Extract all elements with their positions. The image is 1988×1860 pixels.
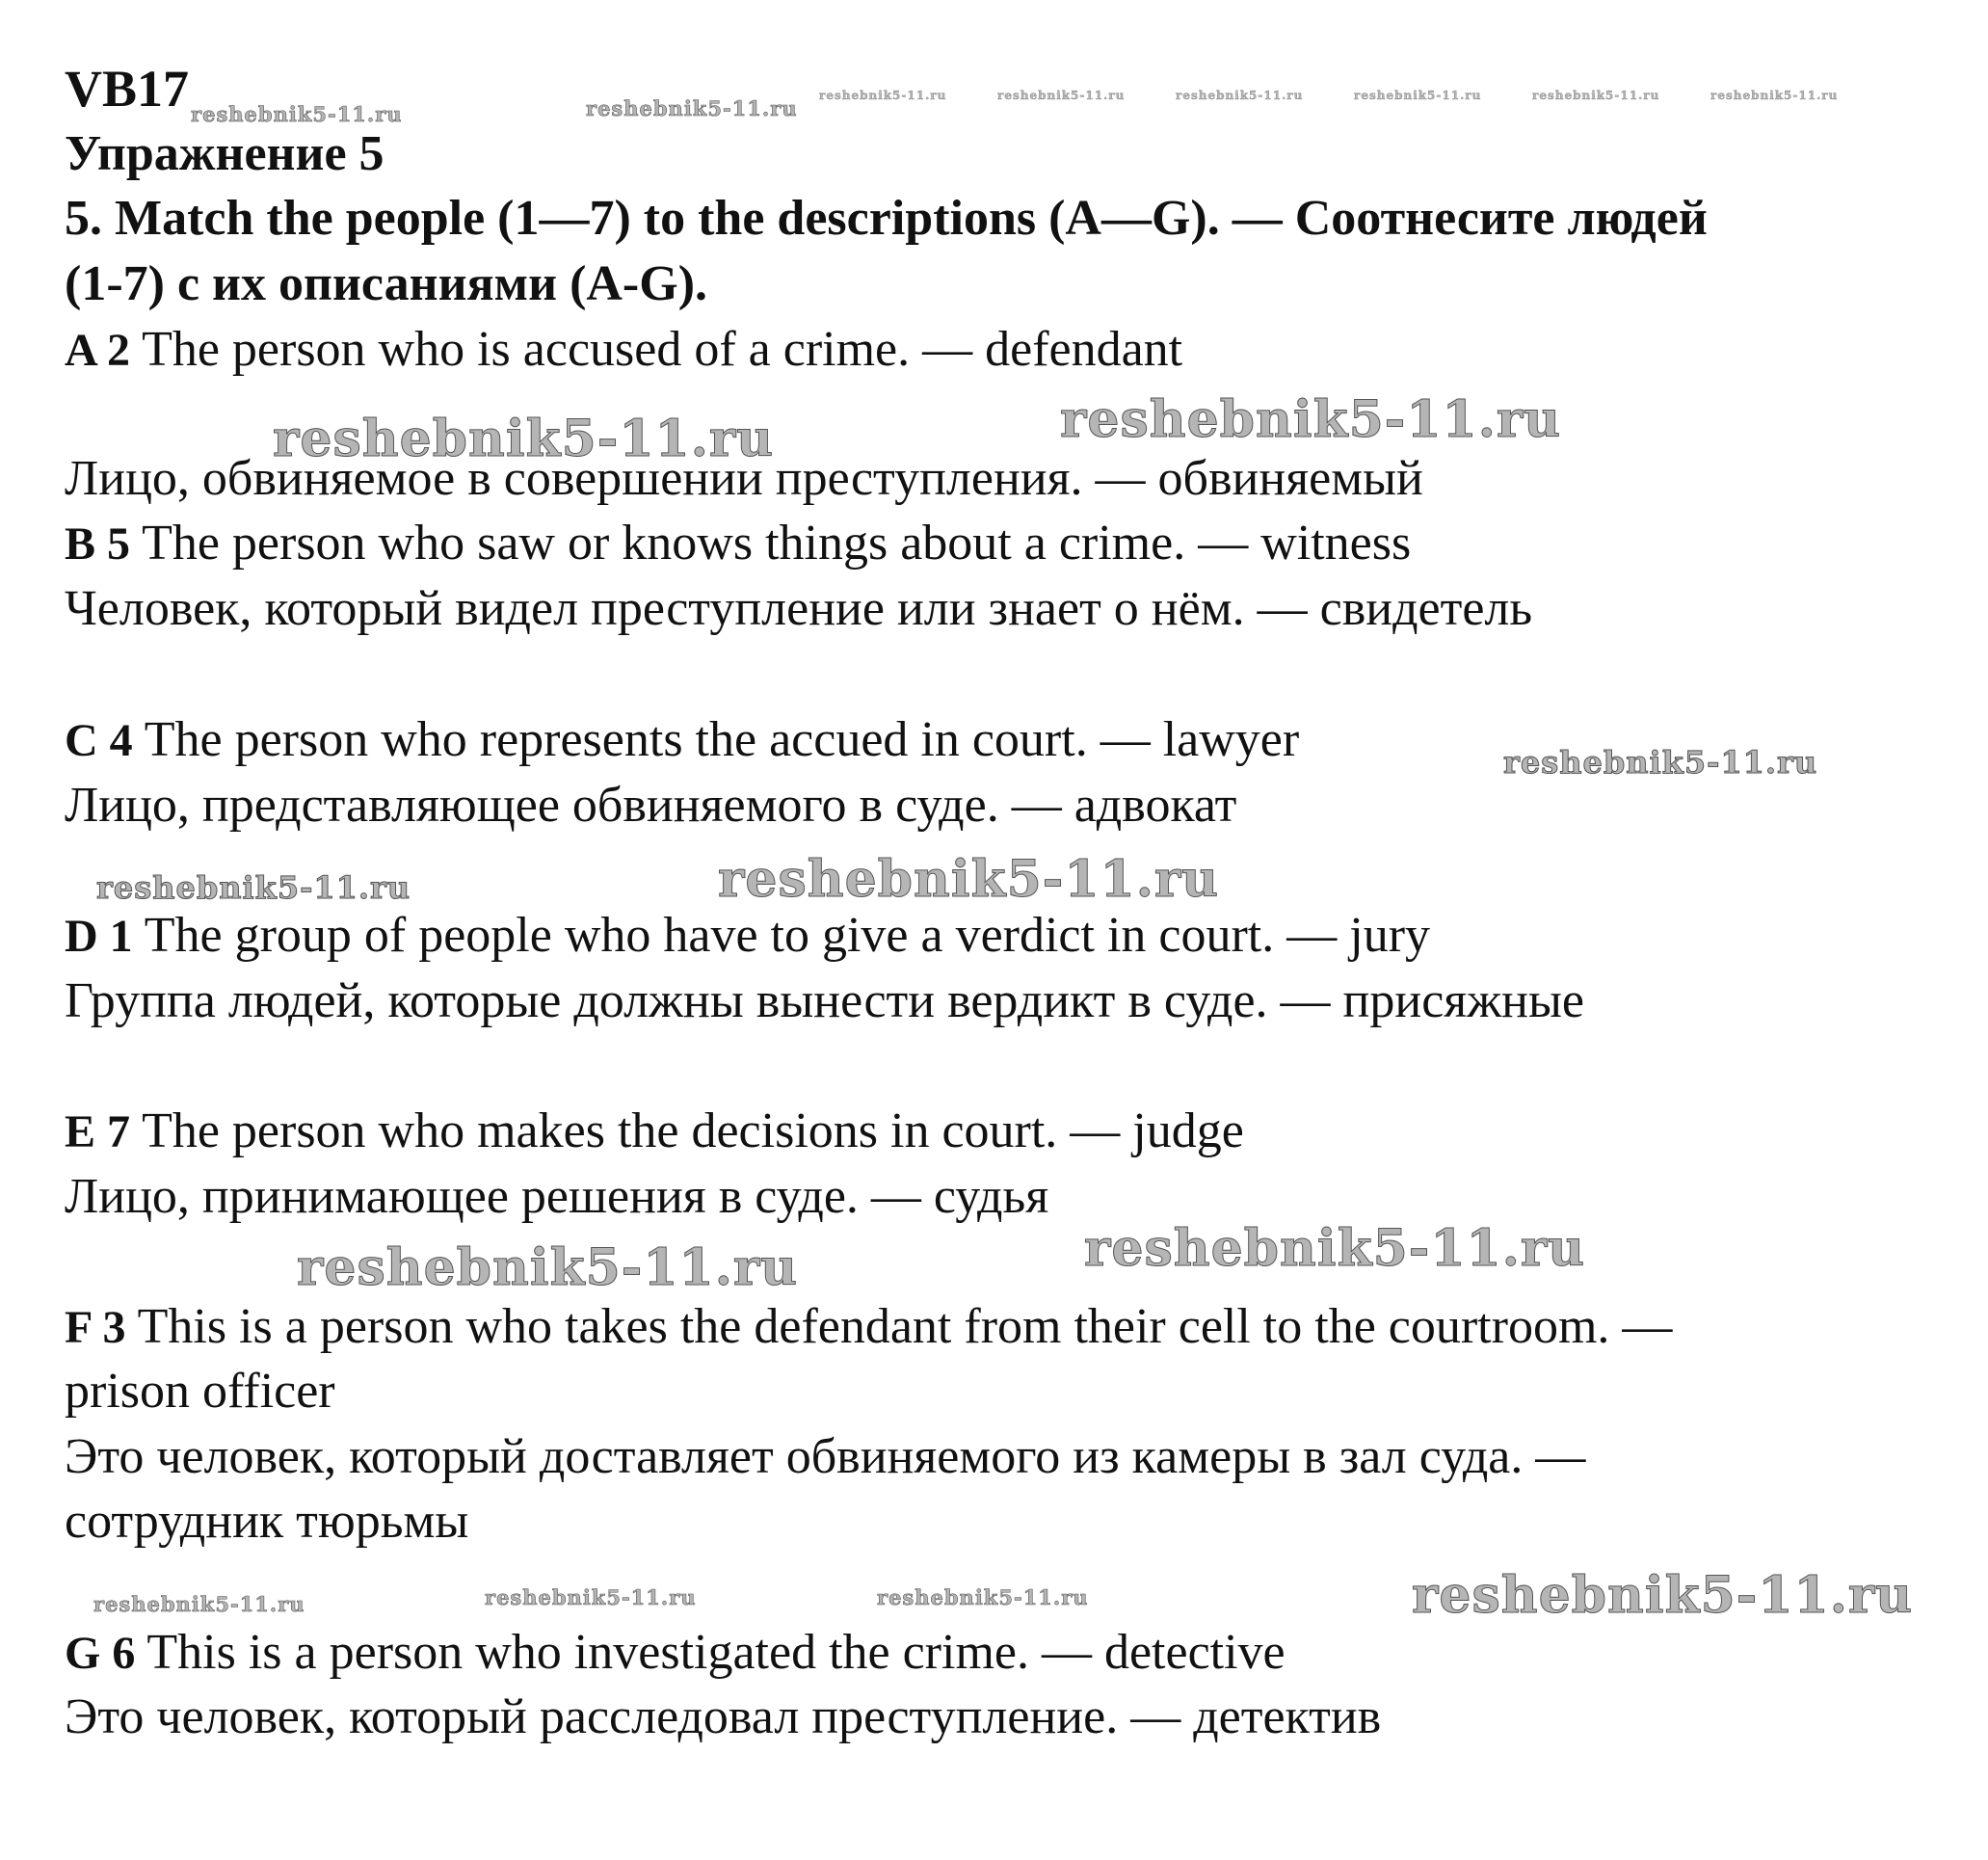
watermark: reshebnik5-11.ru <box>997 89 1126 102</box>
item-c-ru: Лицо, представляющее обвиняемого в суде. — адвокат <box>65 778 1237 833</box>
item-f-en: F 3 This is a person who takes the defendant from their cell to the courtroom. — <box>65 1299 1673 1354</box>
watermark: reshebnik5-11.ru <box>1503 744 1818 781</box>
watermark: reshebnik5-11.ru <box>1176 89 1304 102</box>
watermark: reshebnik5-11.ru <box>297 1238 799 1297</box>
item-f-ru: Это человек, который доставляет обвиняемого из камеры в зал суда. — <box>65 1429 1586 1484</box>
watermark: reshebnik5-11.ru <box>586 96 798 120</box>
item-b-en: B 5 The person who saw or knows things about a crime. — witness <box>65 516 1412 571</box>
watermark: reshebnik5-11.ru <box>718 850 1220 909</box>
watermark: reshebnik5-11.ru <box>819 89 947 102</box>
item-d-en: D 1 The group of people who have to give a verdict in court. — jury <box>65 908 1431 963</box>
watermark: reshebnik5-11.ru <box>1532 89 1660 102</box>
watermark: reshebnik5-11.ru <box>273 410 775 468</box>
item-e-ru: Лицо, принимающее решения в суде. — судья <box>65 1169 1049 1224</box>
item-a-ru: Лицо, обвиняемое в совершении преступления. — обвиняемый <box>65 451 1423 506</box>
item-f-en-cont: prison officer <box>65 1364 335 1419</box>
watermark: reshebnik5-11.ru <box>1354 89 1482 102</box>
item-b-ru: Человек, который видел преступление или знает о нём. — свидетель <box>65 581 1533 636</box>
item-a-en: A 2 The person who is accused of a crime. — defendant <box>65 322 1183 377</box>
item-g-ru: Это человек, который расследовал преступление. — детектив <box>65 1689 1382 1744</box>
watermark: reshebnik5-11.ru <box>1412 1566 1914 1625</box>
item-g-en: G 6 This is a person who investigated the crime. — detective <box>65 1625 1286 1680</box>
watermark: reshebnik5-11.ru <box>1710 89 1839 102</box>
task-line-1: 5. Match the people (1—7) to the descriptions (A—G). — Соотнесите людей <box>65 191 1708 246</box>
watermark: reshebnik5-11.ru <box>96 869 411 906</box>
watermark: reshebnik5-11.ru <box>877 1585 1089 1609</box>
watermark: reshebnik5-11.ru <box>485 1585 697 1609</box>
exercise-title: Упражнение 5 <box>65 126 384 181</box>
watermark: reshebnik5-11.ru <box>191 102 403 126</box>
watermark: reshebnik5-11.ru <box>1060 390 1562 449</box>
item-c-en: C 4 The person who represents the accued in court. — lawyer <box>65 712 1300 767</box>
item-f-ru-cont: сотрудник тюрьмы <box>65 1494 469 1549</box>
doc-code: $VB17_{reshebnik5-11.ru}$ <box>65 60 403 126</box>
watermark: reshebnik5-11.ru <box>1084 1219 1586 1278</box>
item-d-ru: Группа людей, которые должны вынести вердикт в суде. — присяжные <box>65 973 1584 1028</box>
watermark: reshebnik5-11.ru <box>93 1592 305 1616</box>
task-line-2: (1-7) с их описаниями (A-G). <box>65 256 708 311</box>
item-e-en: E 7 The person who makes the decisions in court. — judge <box>65 1103 1244 1158</box>
